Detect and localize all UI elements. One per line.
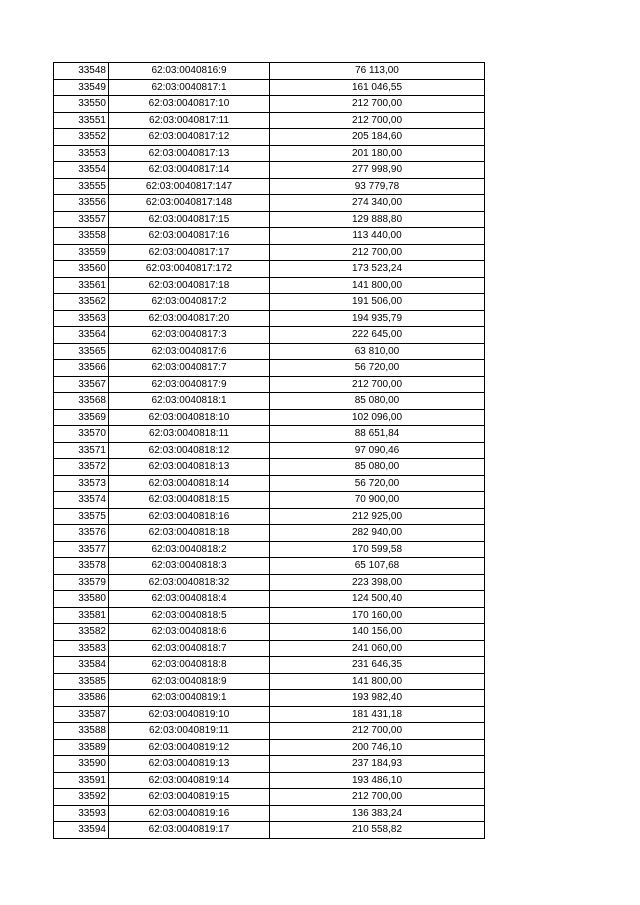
row-number-cell: 33589 [54, 739, 109, 756]
row-number-cell: 33585 [54, 673, 109, 690]
row-number-cell: 33568 [54, 393, 109, 410]
row-number-cell: 33591 [54, 772, 109, 789]
cadastral-value-cell: 76 113,00 [270, 63, 485, 80]
row-number-cell: 33590 [54, 756, 109, 773]
cadastral-value-cell: 200 746,10 [270, 739, 485, 756]
table-row [54, 211, 485, 228]
cadastral-value-cell: 136 383,24 [270, 805, 485, 822]
table-row [54, 228, 485, 245]
row-number-cell: 33560 [54, 261, 109, 278]
row-number-cell: 33578 [54, 558, 109, 575]
row-number-cell: 33592 [54, 789, 109, 806]
row-number-cell: 33593 [54, 805, 109, 822]
table-row [54, 261, 485, 278]
table-row [54, 294, 485, 311]
cadastral-value-cell: 237 184,93 [270, 756, 485, 773]
table-row [54, 673, 485, 690]
row-number-cell: 33558 [54, 228, 109, 245]
row-number-cell: 33550 [54, 96, 109, 113]
row-number-cell: 33580 [54, 591, 109, 608]
table-row [54, 63, 485, 80]
cadastral-number-cell: 62:03:0040818:14 [109, 475, 270, 492]
cadastral-value-cell: 212 700,00 [270, 112, 485, 129]
cadastral-number-cell: 62:03:0040818:15 [109, 492, 270, 509]
cadastral-value-cell: 212 925,00 [270, 508, 485, 525]
table-row [54, 442, 485, 459]
cadastral-number-cell: 62:03:0040817:17 [109, 244, 270, 261]
table-row [54, 640, 485, 657]
cadastral-value-cell: 56 720,00 [270, 475, 485, 492]
table-row [54, 558, 485, 575]
row-number-cell: 33573 [54, 475, 109, 492]
table-row [54, 541, 485, 558]
cadastral-number-cell: 62:03:0040817:1 [109, 79, 270, 96]
table-row [54, 343, 485, 360]
cadastral-value-cell: 102 096,00 [270, 409, 485, 426]
cadastral-number-cell: 62:03:0040819:14 [109, 772, 270, 789]
cadastral-number-cell: 62:03:0040818:7 [109, 640, 270, 657]
table-row [54, 376, 485, 393]
row-number-cell: 33586 [54, 690, 109, 707]
cadastral-number-cell: 62:03:0040817:3 [109, 327, 270, 344]
cadastral-number-cell: 62:03:0040818:16 [109, 508, 270, 525]
cadastral-value-cell: 170 599,58 [270, 541, 485, 558]
row-number-cell: 33575 [54, 508, 109, 525]
table-row [54, 178, 485, 195]
cadastral-value-cell: 70 900,00 [270, 492, 485, 509]
table-row [54, 690, 485, 707]
table-row [54, 789, 485, 806]
row-number-cell: 33570 [54, 426, 109, 443]
row-number-cell: 33551 [54, 112, 109, 129]
cadastral-value-cell: 161 046,55 [270, 79, 485, 96]
table-body [54, 63, 485, 839]
cadastral-value-cell: 274 340,00 [270, 195, 485, 212]
table-row [54, 426, 485, 443]
cadastral-value-cell: 88 651,84 [270, 426, 485, 443]
cadastral-number-cell: 62:03:0040817:2 [109, 294, 270, 311]
table-row [54, 393, 485, 410]
cadastral-value-cell: 141 800,00 [270, 673, 485, 690]
cadastral-number-cell: 62:03:0040818:11 [109, 426, 270, 443]
table-row [54, 706, 485, 723]
cadastral-number-cell: 62:03:0040818:3 [109, 558, 270, 575]
table-row [54, 129, 485, 146]
table-row [54, 475, 485, 492]
cadastral-value-cell: 201 180,00 [270, 145, 485, 162]
table-row [54, 805, 485, 822]
cadastral-number-cell: 62:03:0040819:11 [109, 723, 270, 740]
cadastral-value-cell: 205 184,60 [270, 129, 485, 146]
cadastral-number-cell: 62:03:0040818:5 [109, 607, 270, 624]
row-number-cell: 33556 [54, 195, 109, 212]
table-row [54, 822, 485, 839]
cadastral-number-cell: 62:03:0040819:10 [109, 706, 270, 723]
cadastral-value-cell: 212 700,00 [270, 96, 485, 113]
cadastral-value-cell: 63 810,00 [270, 343, 485, 360]
cadastral-value-cell: 223 398,00 [270, 574, 485, 591]
table-row [54, 112, 485, 129]
cadastral-value-cell: 222 645,00 [270, 327, 485, 344]
cadastral-number-cell: 62:03:0040819:12 [109, 739, 270, 756]
cadastral-number-cell: 62:03:0040818:6 [109, 624, 270, 641]
table-row [54, 360, 485, 377]
cadastral-number-cell: 62:03:0040819:15 [109, 789, 270, 806]
table-row [54, 508, 485, 525]
cadastral-value-cell: 241 060,00 [270, 640, 485, 657]
cadastral-value-cell: 56 720,00 [270, 360, 485, 377]
table-row [54, 756, 485, 773]
cadastral-value-cell: 193 486,10 [270, 772, 485, 789]
table-row [54, 79, 485, 96]
row-number-cell: 33587 [54, 706, 109, 723]
cadastral-value-cell: 65 107,68 [270, 558, 485, 575]
table-row [54, 657, 485, 674]
row-number-cell: 33574 [54, 492, 109, 509]
cadastral-number-cell: 62:03:0040817:14 [109, 162, 270, 179]
cadastral-value-cell: 97 090,46 [270, 442, 485, 459]
cadastral-number-cell: 62:03:0040817:12 [109, 129, 270, 146]
cadastral-value-cell: 129 888,80 [270, 211, 485, 228]
row-number-cell: 33561 [54, 277, 109, 294]
cadastral-value-cell: 210 558,82 [270, 822, 485, 839]
cadastral-number-cell: 62:03:0040819:13 [109, 756, 270, 773]
cadastral-value-cell: 231 646,35 [270, 657, 485, 674]
cadastral-value-cell: 282 940,00 [270, 525, 485, 542]
row-number-cell: 33552 [54, 129, 109, 146]
cadastral-number-cell: 62:03:0040817:16 [109, 228, 270, 245]
table-row [54, 310, 485, 327]
cadastral-value-cell: 124 500,40 [270, 591, 485, 608]
cadastral-number-cell: 62:03:0040817:15 [109, 211, 270, 228]
cadastral-number-cell: 62:03:0040817:172 [109, 261, 270, 278]
table-row [54, 591, 485, 608]
row-number-cell: 33572 [54, 459, 109, 476]
row-number-cell: 33588 [54, 723, 109, 740]
cadastral-number-cell: 62:03:0040817:148 [109, 195, 270, 212]
cadastral-value-table [53, 62, 485, 839]
cadastral-number-cell: 62:03:0040819:1 [109, 690, 270, 707]
cadastral-value-cell: 194 935,79 [270, 310, 485, 327]
cadastral-number-cell: 62:03:0040817:11 [109, 112, 270, 129]
row-number-cell: 33565 [54, 343, 109, 360]
table-row [54, 162, 485, 179]
row-number-cell: 33553 [54, 145, 109, 162]
cadastral-value-cell: 85 080,00 [270, 459, 485, 476]
cadastral-number-cell: 62:03:0040818:4 [109, 591, 270, 608]
cadastral-number-cell: 62:03:0040817:20 [109, 310, 270, 327]
cadastral-number-cell: 62:03:0040818:10 [109, 409, 270, 426]
row-number-cell: 33548 [54, 63, 109, 80]
cadastral-value-cell: 181 431,18 [270, 706, 485, 723]
row-number-cell: 33579 [54, 574, 109, 591]
table-row [54, 145, 485, 162]
row-number-cell: 33583 [54, 640, 109, 657]
cadastral-number-cell: 62:03:0040819:16 [109, 805, 270, 822]
row-number-cell: 33584 [54, 657, 109, 674]
row-number-cell: 33569 [54, 409, 109, 426]
cadastral-number-cell: 62:03:0040817:10 [109, 96, 270, 113]
cadastral-value-cell: 173 523,24 [270, 261, 485, 278]
table-row [54, 277, 485, 294]
cadastral-value-cell: 170 160,00 [270, 607, 485, 624]
cadastral-number-cell: 62:03:0040818:12 [109, 442, 270, 459]
cadastral-number-cell: 62:03:0040818:1 [109, 393, 270, 410]
cadastral-number-cell: 62:03:0040818:2 [109, 541, 270, 558]
table-row [54, 772, 485, 789]
table-row [54, 409, 485, 426]
table-row [54, 723, 485, 740]
row-number-cell: 33559 [54, 244, 109, 261]
cadastral-value-cell: 85 080,00 [270, 393, 485, 410]
table-row [54, 525, 485, 542]
cadastral-number-cell: 62:03:0040818:13 [109, 459, 270, 476]
cadastral-number-cell: 62:03:0040819:17 [109, 822, 270, 839]
cadastral-number-cell: 62:03:0040818:32 [109, 574, 270, 591]
cadastral-number-cell: 62:03:0040817:7 [109, 360, 270, 377]
cadastral-number-cell: 62:03:0040817:9 [109, 376, 270, 393]
row-number-cell: 33557 [54, 211, 109, 228]
row-number-cell: 33582 [54, 624, 109, 641]
row-number-cell: 33566 [54, 360, 109, 377]
row-number-cell: 33581 [54, 607, 109, 624]
cadastral-number-cell: 62:03:0040817:6 [109, 343, 270, 360]
cadastral-value-cell: 193 982,40 [270, 690, 485, 707]
cadastral-number-cell: 62:03:0040817:18 [109, 277, 270, 294]
table-row [54, 624, 485, 641]
table-row [54, 459, 485, 476]
table-row [54, 327, 485, 344]
cadastral-value-cell: 93 779,78 [270, 178, 485, 195]
cadastral-value-cell: 113 440,00 [270, 228, 485, 245]
cadastral-number-cell: 62:03:0040818:9 [109, 673, 270, 690]
cadastral-value-cell: 212 700,00 [270, 789, 485, 806]
table-row [54, 739, 485, 756]
row-number-cell: 33564 [54, 327, 109, 344]
row-number-cell: 33571 [54, 442, 109, 459]
cadastral-value-cell: 212 700,00 [270, 376, 485, 393]
table-row [54, 607, 485, 624]
cadastral-value-cell: 212 700,00 [270, 244, 485, 261]
row-number-cell: 33563 [54, 310, 109, 327]
cadastral-value-cell: 212 700,00 [270, 723, 485, 740]
cadastral-value-cell: 277 998,90 [270, 162, 485, 179]
row-number-cell: 33594 [54, 822, 109, 839]
table-row [54, 96, 485, 113]
table-row [54, 492, 485, 509]
row-number-cell: 33576 [54, 525, 109, 542]
cadastral-number-cell: 62:03:0040818:18 [109, 525, 270, 542]
row-number-cell: 33549 [54, 79, 109, 96]
table-row [54, 574, 485, 591]
cadastral-number-cell: 62:03:0040817:13 [109, 145, 270, 162]
row-number-cell: 33577 [54, 541, 109, 558]
cadastral-value-cell: 141 800,00 [270, 277, 485, 294]
row-number-cell: 33555 [54, 178, 109, 195]
row-number-cell: 33562 [54, 294, 109, 311]
table-row [54, 244, 485, 261]
cadastral-number-cell: 62:03:0040816:9 [109, 63, 270, 80]
table-row [54, 195, 485, 212]
cadastral-number-cell: 62:03:0040818:8 [109, 657, 270, 674]
row-number-cell: 33554 [54, 162, 109, 179]
row-number-cell: 33567 [54, 376, 109, 393]
cadastral-value-cell: 140 156,00 [270, 624, 485, 641]
cadastral-number-cell: 62:03:0040817:147 [109, 178, 270, 195]
cadastral-value-cell: 191 506,00 [270, 294, 485, 311]
